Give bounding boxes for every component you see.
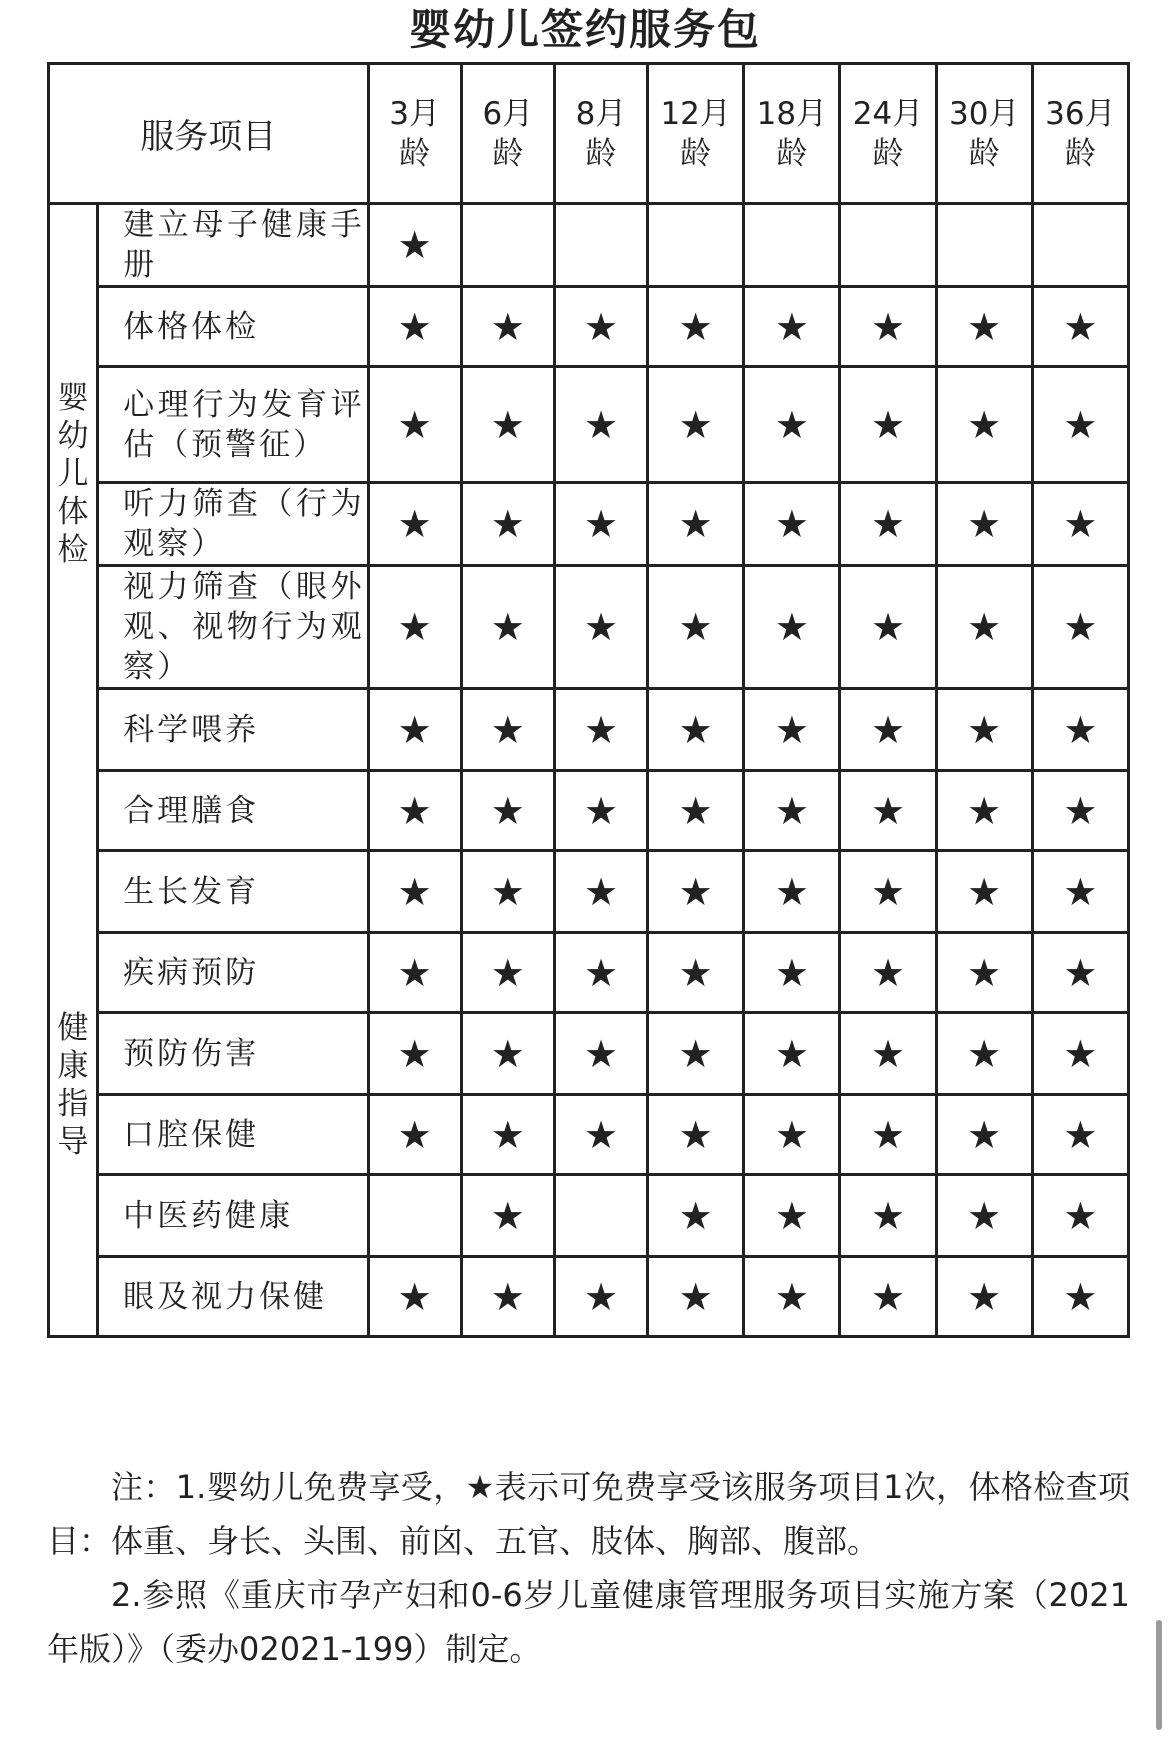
star-mark: ★ [744, 689, 840, 771]
category-char: 检 [57, 532, 89, 568]
table-row [49, 367, 1129, 483]
table-header-row [49, 64, 1129, 204]
star-mark: ★ [1032, 1175, 1128, 1257]
age-unit: 龄 [968, 135, 1000, 172]
star-mark: ★ [461, 1175, 554, 1257]
age-unit: 龄 [585, 135, 617, 172]
table-row [49, 483, 1129, 566]
star-mark: ★ [840, 367, 936, 483]
star-mark: ★ [554, 689, 647, 771]
star-mark: ★ [1032, 933, 1128, 1013]
table-row [49, 287, 1129, 367]
page-title: 婴幼儿签约服务包 [408, 5, 761, 54]
header-service-item: 服务项目 [49, 64, 369, 204]
star-mark: ★ [368, 771, 461, 851]
star-mark: ★ [744, 1175, 840, 1257]
table-row [49, 1257, 1129, 1337]
star-mark: ★ [368, 1257, 461, 1337]
star-mark: ★ [554, 287, 647, 367]
star-mark: ★ [648, 1013, 744, 1095]
star-mark: ★ [368, 566, 461, 689]
star-mark: ★ [1032, 367, 1128, 483]
star-mark: ★ [936, 1257, 1032, 1337]
service-item: 生长发育 [98, 851, 369, 933]
empty-cell [840, 204, 936, 287]
star-mark: ★ [554, 367, 647, 483]
service-item: 眼及视力保健 [98, 1257, 369, 1337]
header-age [554, 64, 647, 204]
table-row [49, 1095, 1129, 1175]
empty-cell [744, 204, 840, 287]
star-mark: ★ [1032, 771, 1128, 851]
category-char: 婴 [57, 380, 89, 416]
star-mark: ★ [1032, 851, 1128, 933]
table-row [49, 1013, 1129, 1095]
table-row [49, 204, 1129, 287]
star-mark: ★ [840, 483, 936, 566]
star-mark: ★ [840, 771, 936, 851]
star-mark: ★ [744, 1013, 840, 1095]
star-mark: ★ [1032, 1095, 1128, 1175]
star-mark: ★ [1032, 689, 1128, 771]
service-item: 建立母子健康手册 [98, 204, 369, 287]
star-mark: ★ [840, 851, 936, 933]
star-mark: ★ [648, 933, 744, 1013]
star-mark: ★ [936, 689, 1032, 771]
service-item: 科学喂养 [98, 689, 369, 771]
table-row [49, 1175, 1129, 1257]
service-item: 口腔保健 [98, 1095, 369, 1175]
service-item: 听力筛查（行为观察） [98, 483, 369, 566]
star-mark: ★ [840, 1013, 936, 1095]
star-mark: ★ [368, 1013, 461, 1095]
star-mark: ★ [936, 367, 1032, 483]
age-label: 30月 [948, 95, 1020, 132]
star-mark: ★ [368, 1095, 461, 1175]
star-mark: ★ [744, 771, 840, 851]
scrollbar[interactable] [1156, 1620, 1162, 1730]
star-mark: ★ [648, 483, 744, 566]
table-row [49, 771, 1129, 851]
star-mark: ★ [744, 933, 840, 1013]
star-mark: ★ [744, 287, 840, 367]
star-mark: ★ [554, 1257, 647, 1337]
table-row [49, 933, 1129, 1013]
header-age [840, 64, 936, 204]
star-mark: ★ [840, 933, 936, 1013]
star-mark: ★ [368, 933, 461, 1013]
age-label: 3月 [389, 95, 441, 132]
table-row [49, 851, 1129, 933]
star-mark: ★ [461, 771, 554, 851]
age-label: 12月 [660, 95, 731, 132]
star-mark: ★ [648, 287, 744, 367]
category-char: 导 [57, 1124, 89, 1160]
service-item: 体格体检 [98, 287, 369, 367]
age-label: 8月 [575, 95, 627, 132]
star-mark: ★ [936, 483, 1032, 566]
star-mark: ★ [744, 1095, 840, 1175]
age-unit: 龄 [776, 135, 808, 172]
star-mark: ★ [1032, 1257, 1128, 1337]
category-char: 幼 [57, 418, 89, 454]
age-unit: 龄 [1064, 135, 1096, 172]
age-label: 36月 [1045, 95, 1116, 132]
star-mark: ★ [554, 933, 647, 1013]
header-age [461, 64, 554, 204]
category-cell [49, 204, 98, 1337]
star-mark: ★ [368, 689, 461, 771]
age-unit: 龄 [492, 135, 524, 172]
age-label: 18月 [756, 95, 828, 132]
service-item: 中医药健康 [98, 1175, 369, 1257]
star-mark: ★ [1032, 483, 1128, 566]
star-mark: ★ [840, 287, 936, 367]
star-mark: ★ [648, 1257, 744, 1337]
star-mark: ★ [554, 1013, 647, 1095]
star-mark: ★ [1032, 1013, 1128, 1095]
star-mark: ★ [461, 1257, 554, 1337]
star-mark: ★ [936, 851, 1032, 933]
notes [47, 1460, 1130, 1676]
star-mark: ★ [461, 933, 554, 1013]
star-mark: ★ [936, 771, 1032, 851]
empty-cell [648, 204, 744, 287]
age-label: 24月 [852, 95, 924, 132]
star-mark: ★ [840, 1095, 936, 1175]
star-mark: ★ [840, 689, 936, 771]
star-mark: ★ [648, 771, 744, 851]
star-mark: ★ [840, 1175, 936, 1257]
star-mark: ★ [461, 1095, 554, 1175]
star-mark: ★ [744, 483, 840, 566]
category-char: 康 [57, 1048, 89, 1084]
age-label: 6月 [482, 95, 534, 132]
age-unit: 龄 [680, 135, 712, 172]
star-mark: ★ [554, 771, 647, 851]
star-mark: ★ [744, 1257, 840, 1337]
note-2: 2.参照《重庆市孕产妇和0-6岁儿童健康管理服务项目实施方案（2021年版）》（委办02021-199）制定。 [47, 1576, 1130, 1668]
star-mark: ★ [461, 1013, 554, 1095]
star-mark: ★ [648, 689, 744, 771]
empty-cell [1032, 204, 1128, 287]
star-mark: ★ [461, 367, 554, 483]
star-mark: ★ [1032, 566, 1128, 689]
category-char: 儿 [57, 456, 89, 492]
age-unit: 龄 [399, 135, 431, 172]
star-mark: ★ [648, 1175, 744, 1257]
star-mark: ★ [368, 851, 461, 933]
table-row [49, 566, 1129, 689]
service-item: 心理行为发育评估（预警征） [98, 367, 369, 483]
service-item: 合理膳食 [98, 771, 369, 851]
star-mark: ★ [936, 1013, 1032, 1095]
age-unit: 龄 [872, 135, 904, 172]
empty-cell [554, 204, 647, 287]
star-mark: ★ [461, 287, 554, 367]
star-mark: ★ [936, 1095, 1032, 1175]
star-mark: ★ [368, 287, 461, 367]
star-mark: ★ [554, 566, 647, 689]
category-spacer [50, 569, 96, 1009]
star-mark: ★ [936, 933, 1032, 1013]
header-age [744, 64, 840, 204]
category-char: 健 [57, 1010, 89, 1046]
star-mark: ★ [554, 851, 647, 933]
star-mark: ★ [461, 689, 554, 771]
star-mark: ★ [648, 851, 744, 933]
empty-cell [368, 1175, 461, 1257]
star-mark: ★ [368, 204, 461, 287]
service-item: 疾病预防 [98, 933, 369, 1013]
star-mark: ★ [554, 1095, 647, 1175]
star-mark: ★ [744, 367, 840, 483]
header-age [936, 64, 1032, 204]
star-mark: ★ [1032, 287, 1128, 367]
category-char: 体 [57, 494, 89, 530]
star-mark: ★ [744, 851, 840, 933]
star-mark: ★ [368, 483, 461, 566]
star-mark: ★ [936, 1175, 1032, 1257]
category-char: 指 [57, 1086, 89, 1122]
header-age [368, 64, 461, 204]
header-age [1032, 64, 1128, 204]
star-mark: ★ [840, 1257, 936, 1337]
star-mark: ★ [461, 566, 554, 689]
star-mark: ★ [554, 483, 647, 566]
star-mark: ★ [936, 287, 1032, 367]
star-mark: ★ [648, 1095, 744, 1175]
empty-cell [461, 204, 554, 287]
service-item: 预防伤害 [98, 1013, 369, 1095]
empty-cell [554, 1175, 647, 1257]
service-table [47, 62, 1130, 1338]
star-mark: ★ [840, 566, 936, 689]
service-item: 视力筛查（眼外观、视物行为观察） [98, 566, 369, 689]
star-mark: ★ [368, 367, 461, 483]
star-mark: ★ [461, 483, 554, 566]
table-row [49, 689, 1129, 771]
note-1: 注：1.婴幼儿免费享受，★表示可免费享受该服务项目1次，体格检查项目：体重、身长、头围、前囟、五官、肢体、胸部、腹部。 [47, 1468, 1130, 1560]
star-mark: ★ [648, 367, 744, 483]
header-age [648, 64, 744, 204]
star-mark: ★ [744, 566, 840, 689]
star-mark: ★ [648, 566, 744, 689]
star-mark: ★ [461, 851, 554, 933]
empty-cell [936, 204, 1032, 287]
star-mark: ★ [936, 566, 1032, 689]
